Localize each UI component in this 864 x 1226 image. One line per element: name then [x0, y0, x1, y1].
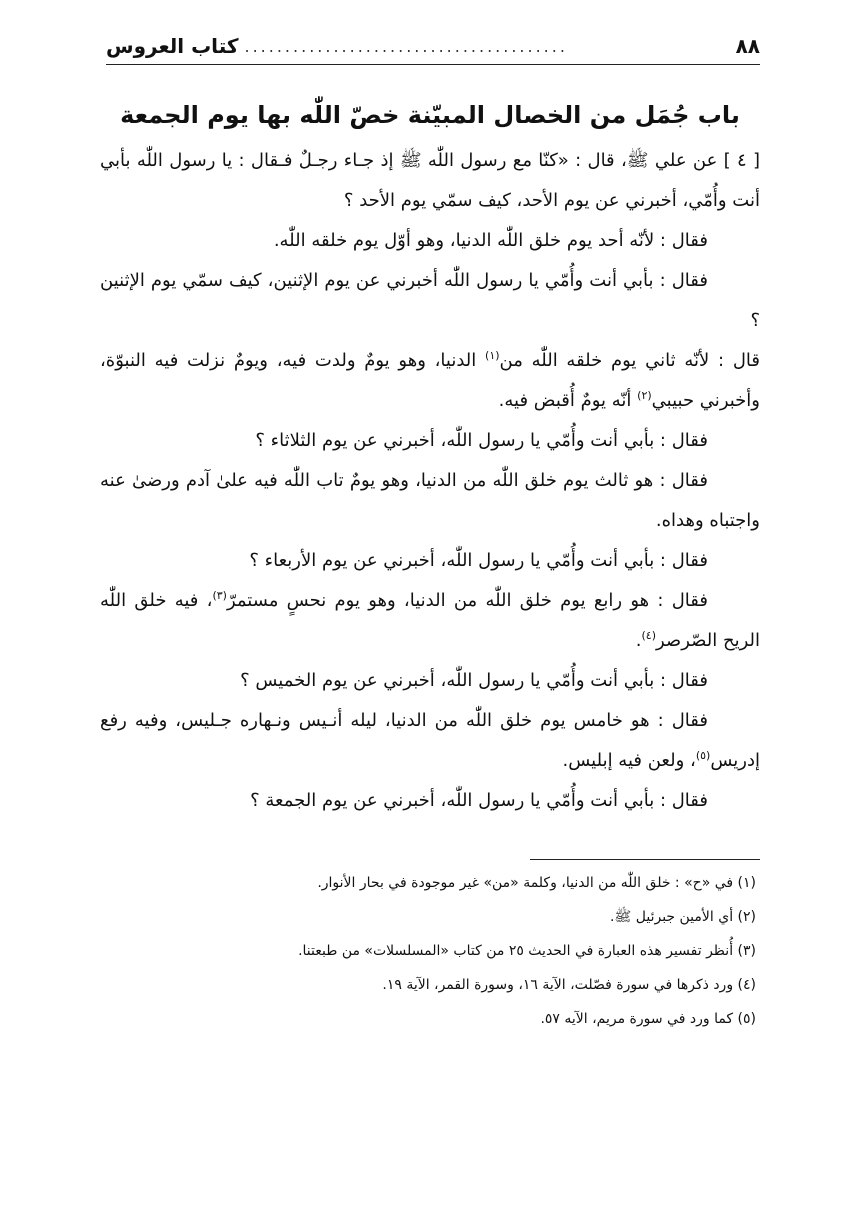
paragraph: فقال : بأبي أنت وأُمّي يا رسول اللّٰه أخبرني عن يوم الإثنين، كيف سمّي يوم الإثنين ؟	[100, 270, 760, 331]
footnote: (١) في «ح» : خلق اللّٰه من الدنيا، وكلمة «من» غير موجودة في بحار الأنوار.	[317, 875, 756, 891]
paragraph: فقال : هو ثالث يوم خلق اللّٰه من الدنيا، وهو يومٌ تاب اللّٰه فيه علىٰ آدم ورضىٰ عنه واجتباه وهداه.	[100, 470, 760, 531]
footnote-ref: (٤)	[641, 629, 656, 642]
running-header-title: كتاب العروس	[106, 34, 239, 58]
footnote-ref: (١)	[485, 349, 500, 362]
footnote-ref: (٥)	[695, 749, 711, 762]
paragraph: قال : لأنّه ثاني يوم خلقه اللّٰه من$^{(١)}$ الدنيا، وهو يومٌ ولدت فيه، ويومٌ نزلت فيه النبوّة، وأخبرني حبيبي$^{(٢)}$ أنّه يومٌ أُقبض فيه.	[100, 349, 760, 411]
footnote-divider	[530, 859, 760, 860]
paragraph: فقال : بأبي أنت وأُمّي يا رسول اللّٰه، أخبرني عن يوم الثلاثاء ؟	[255, 430, 708, 451]
running-header	[106, 28, 760, 65]
footnote-ref: (٢)	[637, 389, 652, 402]
paragraph: فقال : لأنّه أحد يوم خلق اللّٰه الدنيا، وهو أوّل يوم خلقه اللّٰه.	[273, 230, 708, 251]
page-number: ٨٨	[735, 34, 760, 58]
body-text	[100, 141, 760, 821]
paragraph: فقال : بأبي أنت وأُمّي يا رسول اللّٰه، أخبرني عن يوم الجمعة ؟	[250, 790, 708, 811]
footnote: (٣) أُنظر تفسير هذه العبارة في الحديث ٢٥ من كتاب «المسلسلات» من طبعتنا.	[298, 943, 756, 959]
paragraph: فقال : هو رابع يوم خلق اللّٰه من الدنيا، وهو يوم نحسٍ مستمرّ$^{(٣)}$، فيه خلق اللّٰه الريح الصّرصر$^{(٤)}$.	[100, 589, 760, 651]
paragraph: فقال : بأبي أنت وأُمّي يا رسول اللّٰه، أخبرني عن يوم الأربعاء ؟	[249, 550, 708, 571]
footnote: (٤) ورد ذكرها في سورة فصّلت، الآية ١٦، وسورة القمر، الآية ١٩.	[382, 977, 756, 993]
paragraph: فقال : هو خامس يوم خلق اللّٰه من الدنيا، ليله أنـيس ونـهاره جـليس، وفيه رفع إدريس$^{(٥)}$، ولعن فيه إبليس.	[100, 710, 760, 771]
paragraph: فقال : بأبي أنت وأُمّي يا رسول اللّٰه، أخبرني عن يوم الخميس ؟	[240, 670, 708, 691]
running-header-dots: ........................................	[244, 36, 568, 56]
paragraph: [ ٤ ] عن علي ﷺ، قال : «كنّا مع رسول اللّٰه ﷺ إذ جـاء رجـلٌ فـقال : يا رسول اللّٰه بأبي أنت وأُمّي، أخبرني عن يوم الأحد، كيف سمّي يوم الأحد ؟	[100, 150, 760, 211]
chapter-title: باب جُمَل من الخصال المبيّنة خصّ اللّٰه بها يوم الجمعة	[120, 101, 740, 129]
footnote-ref: (٣)	[212, 589, 227, 602]
footnotes	[100, 866, 760, 1036]
footnote: (٥) كما ورد في سورة مريم، الآيه ٥٧.	[540, 1011, 756, 1027]
footnote: (٢) أي الأمين جبرئيل ﷺ.	[609, 909, 756, 925]
